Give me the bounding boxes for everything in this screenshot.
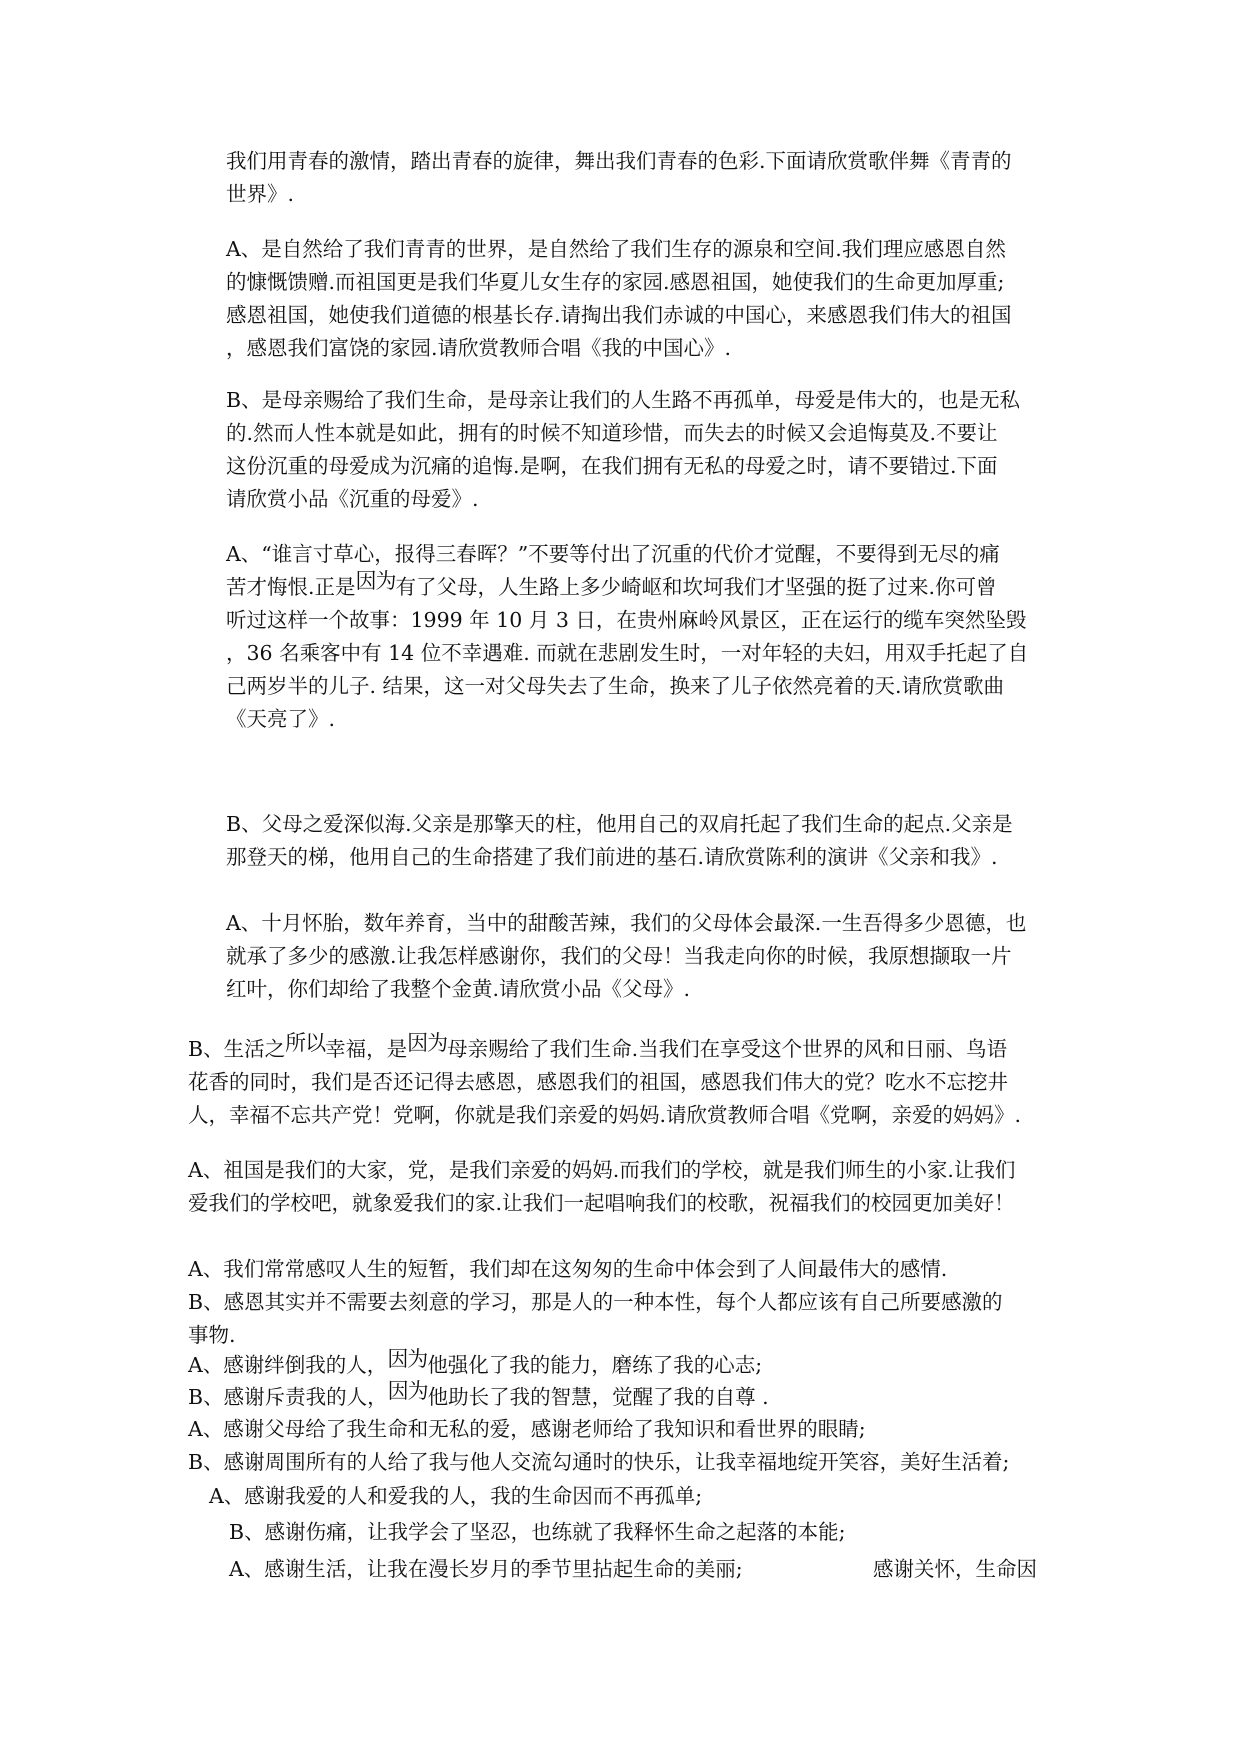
text-line: 这份沉重的母爱成为沉痛的追悔.是啊，在我们拥有无私的母爱之时，请不要错过.下面	[226, 454, 998, 478]
paragraph-a-motherland	[226, 233, 1056, 365]
text-line: ，感恩我们富饶的家园.请欣赏教师合唱《我的中国心》.	[226, 336, 732, 360]
text-line	[188, 1349, 1068, 1382]
text-segment: A、感谢绊倒我的人，	[188, 1353, 388, 1377]
inline-glyph: 所以	[285, 1031, 326, 1055]
text-line: A、是自然给了我们青青的世界，是自然给了我们生存的源泉和空间.我们理应感恩自然	[226, 237, 1006, 261]
paragraph-thanks-love	[209, 1480, 1049, 1513]
text-line: 感恩祖国，她使我们道德的根基长存.请掏出我们赤诚的中国心，来感恩我们伟大的祖国	[226, 303, 1012, 327]
text-line: A、感谢父母给了我生命和无私的爱，感谢老师给了我知识和看世界的眼睛;	[188, 1417, 866, 1441]
text-line: A、“谁言寸草心，报得三春晖？”不要等付出了沉重的代价才觉醒，不要得到无尽的痛	[226, 542, 1000, 566]
text-line: A、我们常常感叹人生的短暂，我们却在这匆匆的生命中体会到了人间最伟大的感情.	[188, 1257, 948, 1281]
text-line	[188, 1381, 1068, 1414]
text-segment: 他强化了我的能力，磨练了我的心志;	[427, 1353, 763, 1377]
text-line: A、感谢生活，让我在漫长岁月的季节里拈起生命的美丽;	[229, 1557, 743, 1581]
paragraph-thanks-scold	[188, 1381, 1068, 1414]
text-line: 那登天的梯，他用自己的生命搭建了我们前进的基石.请欣赏陈利的演讲《父亲和我》.	[226, 845, 998, 869]
text-line: A、十月怀胎，数年养育，当中的甜酸苦辣，我们的父母体会最深.一生吾得多少恩德，也	[226, 911, 1027, 935]
text-segment: 苦才悔恨.正是	[226, 575, 356, 599]
paragraph-thanks-life	[229, 1553, 789, 1586]
paragraph-b-father	[226, 808, 1056, 874]
text-line: 的慷慨馈赠.而祖国更是我们华夏儿女生存的家园.感恩祖国，她使我们的生命更加厚重;	[226, 270, 1005, 294]
text-line: 就承了多少的感激.让我怎样感谢你，我们的父母！当我走向你的时候，我原想撷取一片	[226, 944, 1012, 968]
text-line: B、感谢伤痛，让我学会了坚忍，也练就了我释怀生命之起落的本能;	[229, 1520, 846, 1544]
text-line: A、感谢我爱的人和爱我的人，我的生命因而不再孤单;	[209, 1484, 703, 1508]
text-line: 的.然而人性本就是如此，拥有的时候不知道珍惜，而失去的时候又会追悔莫及.不要让	[226, 421, 998, 445]
text-line: B、是母亲赐给了我们生命，是母亲让我们的人生路不再孤单，母爱是伟大的，也是无私	[226, 388, 1021, 412]
paragraph-a-gratitude-parents	[226, 907, 1056, 1006]
text-line: 己两岁半的儿子. 结果，这一对父母失去了生命，换来了儿子依然亮着的天.请欣赏歌曲	[226, 674, 1005, 698]
text-line: 花香的同时，我们是否还记得去感恩，感恩我们的祖国，感恩我们伟大的党？吃水不忘挖井	[188, 1070, 1008, 1094]
text-line: 听过这样一个故事：1999 年 10 月 3 日，在贵州麻岭风景区，正在运行的缆车突然坠毁	[226, 608, 1027, 632]
text-segment: 他助长了我的智慧，觉醒了我的自尊 .	[427, 1385, 769, 1409]
text-line: 爱我们的学校吧，就象爱我们的家.让我们一起唱响我们的校歌，祝福我们的校园更加美好！	[188, 1191, 1015, 1215]
text-line: 人，幸福不忘共产党！党啊，你就是我们亲爱的妈妈.请欣赏教师合唱《党啊，亲爱的妈妈》.	[188, 1103, 1022, 1127]
text-segment: 有了父母，人生路上多少崎岖和坎坷我们才坚强的挺了过来.你可曾	[395, 575, 997, 599]
paragraph-thanks-pain	[229, 1516, 1069, 1549]
text-line: 红叶，你们却给了我整个金黄.请欣赏小品《父母》.	[226, 977, 691, 1001]
text-line: B、父母之爱深似海.父亲是那擎天的柱，他用自己的双肩托起了我们生命的起点.父亲是	[226, 812, 1013, 836]
text-line: 我们用青春的激情，踏出青春的旋律，舞出我们青春的色彩.下面请欣赏歌伴舞《青青的	[226, 149, 1012, 173]
text-line	[226, 571, 1056, 604]
paragraph-a-parents-story	[226, 538, 1056, 736]
paragraph-intro	[226, 145, 1056, 211]
inline-glyph: 因为	[407, 1031, 448, 1055]
paragraph-a-school	[188, 1154, 1068, 1220]
paragraph-b-mother	[226, 384, 1056, 516]
paragraph-thanks-trip	[188, 1349, 1068, 1382]
paragraph-closing-intro	[188, 1253, 1068, 1352]
paragraph-thanks-care	[873, 1553, 1073, 1586]
text-line: ，36 名乘客中有 14 位不幸遇难. 而就在悲剧发生时，一对年轻的夫妇，用双手托起了自	[226, 641, 1029, 665]
text-line: A、祖国是我们的大家，党，是我们亲爱的妈妈.而我们的学校，就是我们师生的小家.让我们	[188, 1158, 1016, 1182]
paragraph-b-party	[188, 1033, 1068, 1132]
text-segment: 幸福，是	[325, 1037, 408, 1061]
text-line: 事物.	[188, 1323, 236, 1347]
text-segment: 母亲赐给了我们生命.当我们在享受这个世界的风和日丽、鸟语	[447, 1037, 1008, 1061]
inline-glyph: 因为	[387, 1347, 428, 1371]
text-segment: B、生活之	[188, 1037, 286, 1061]
text-line	[188, 1033, 1068, 1066]
inline-glyph: 因为	[387, 1379, 428, 1403]
paragraph-thanks-parents-people	[188, 1413, 1068, 1479]
inline-glyph: 因为	[355, 569, 396, 593]
text-line: 世界》.	[226, 182, 295, 206]
text-line: 请欣赏小品《沉重的母爱》.	[226, 487, 479, 511]
text-segment: B、感谢斥责我的人，	[188, 1385, 388, 1409]
text-line: 感谢关怀，生命因	[873, 1557, 1037, 1581]
text-line: B、感恩其实并不需要去刻意的学习，那是人的一种本性，每个人都应该有自己所要感激的	[188, 1290, 1003, 1314]
text-line: B、感谢周围所有的人给了我与他人交流勾通时的快乐，让我幸福地绽开笑容，美好生活着;	[188, 1450, 1010, 1474]
text-line: 《天亮了》.	[226, 707, 336, 731]
